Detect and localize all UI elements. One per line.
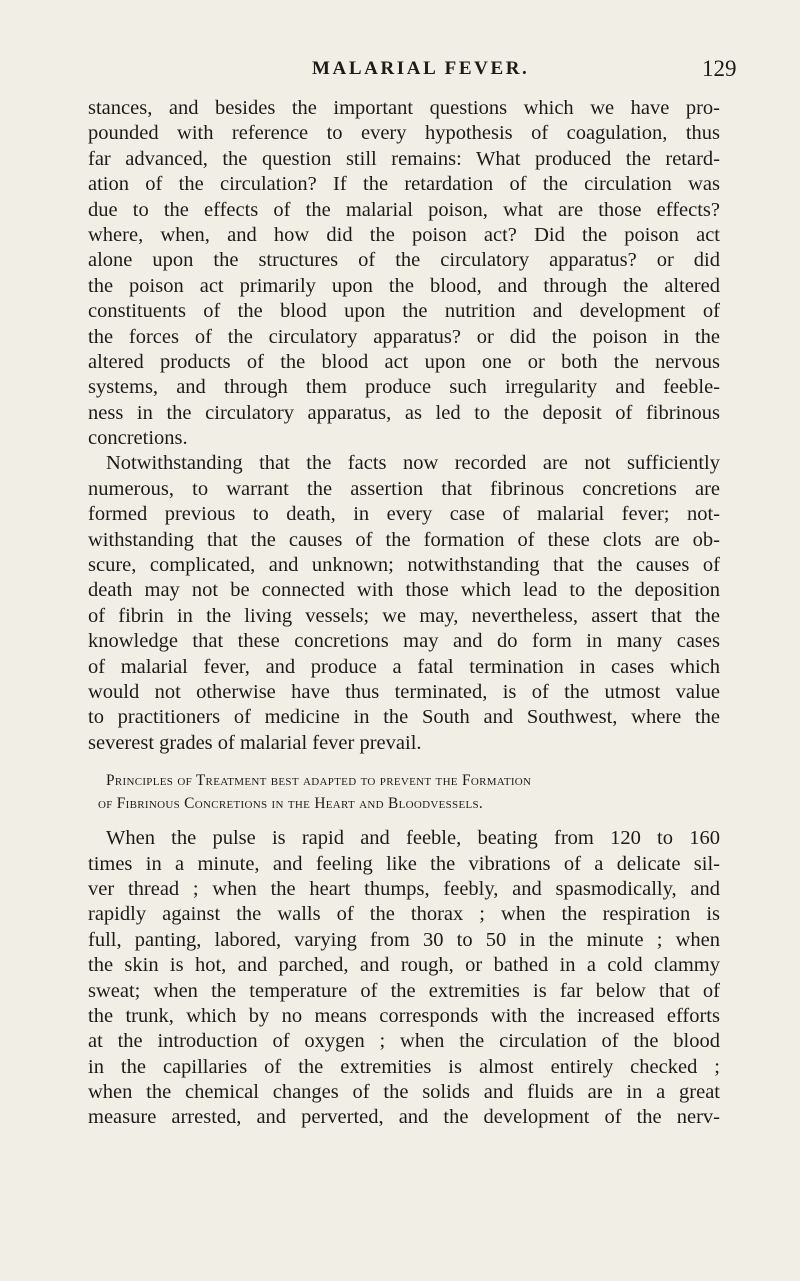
- text-line: would not otherwise have thus terminated, is of the utmost value: [88, 680, 720, 703]
- text-line: pounded with reference to every hypothesis of coagulation, thus: [88, 122, 720, 145]
- text-line: full, panting, labored, varying from 30 to 50 in the minute ; when: [88, 928, 720, 951]
- text-line: of malarial fever, and produce a fatal termination in cases which: [88, 655, 720, 678]
- text-line: When the pulse is rapid and feeble, beating from 120 to 160: [106, 827, 720, 850]
- text-line: withstanding that the causes of the formation of these clots are ob-: [88, 528, 720, 551]
- text-line: formed previous to death, in every case of malarial fever; not-: [88, 503, 720, 526]
- text-line: where, when, and how did the poison act? Did the poison act: [88, 223, 720, 246]
- text-line: knowledge that these concretions may and do form in many cases: [88, 630, 720, 653]
- text-line: alone upon the structures of the circulatory apparatus? or did: [88, 249, 720, 272]
- text-line: scure, complicated, and unknown; notwithstanding that the causes of: [88, 554, 720, 577]
- paragraph: [88, 451, 720, 756]
- text-line: of fibrin in the living vessels; we may, nevertheless, assert that the: [88, 604, 720, 627]
- text-line: rapidly against the walls of the thorax ; when the respiration is: [88, 903, 720, 926]
- body-text: [88, 96, 720, 1131]
- running-header: [0, 58, 800, 88]
- text-line: ness in the circulatory apparatus, as led to the deposit of fibrinous: [88, 401, 720, 424]
- text-line: measure arrested, and perverted, and the development of the nerv-: [88, 1106, 720, 1129]
- text-line: death may not be connected with those which lead to the deposition: [88, 579, 720, 602]
- paragraph: [88, 826, 720, 1131]
- text-line: due to the effects of the malarial poison, what are those effects?: [88, 198, 720, 221]
- text-line: ver thread ; when the heart thumps, feebly, and spasmodically, and: [88, 877, 720, 900]
- text-line: altered products of the blood act upon one or both the nervous: [88, 350, 720, 373]
- text-line: numerous, to warrant the assertion that fibrinous concretions are: [88, 477, 720, 500]
- running-title: MALARIAL FEVER.: [312, 58, 530, 79]
- section-heading-line: Principles of Treatment best adapted to prevent the Formation: [106, 772, 532, 790]
- text-line: Notwithstanding that the facts now recorded are not sufficiently: [106, 452, 720, 475]
- text-line: to practitioners of medicine in the South and Southwest, where the: [88, 706, 720, 729]
- text-line: in the capillaries of the extremities is almost entirely checked ;: [88, 1055, 720, 1078]
- text-line: severest grades of malarial fever prevail.: [88, 731, 422, 754]
- section-heading: [88, 769, 720, 815]
- text-line: the trunk, which by no means corresponds with the increased efforts: [88, 1004, 720, 1027]
- paragraph: [88, 96, 720, 451]
- text-line: systems, and through them produce such irregularity and feeble-: [88, 376, 720, 399]
- section-heading-line: of Fibrinous Concretions in the Heart and Bloodvessels.: [98, 795, 484, 813]
- text-line: concretions.: [88, 427, 188, 450]
- text-line: sweat; when the temperature of the extremities is far below that of: [88, 979, 720, 1002]
- text-line: far advanced, the question still remains: What produced the retard-: [88, 147, 720, 170]
- text-line: when the chemical changes of the solids and fluids are in a great: [88, 1081, 720, 1104]
- page-number: 129: [702, 56, 737, 81]
- text-line: constituents of the blood upon the nutrition and development of: [88, 300, 720, 323]
- text-line: the poison act primarily upon the blood, and through the altered: [88, 274, 720, 297]
- text-line: at the introduction of oxygen ; when the circulation of the blood: [88, 1030, 720, 1053]
- text-line: the forces of the circulatory apparatus? or did the poison in the: [88, 325, 720, 348]
- text-line: the skin is hot, and parched, and rough, or bathed in a cold clammy: [88, 954, 720, 977]
- text-line: stances, and besides the important questions which we have pro-: [88, 97, 720, 119]
- text-line: ation of the circulation? If the retardation of the circulation was: [88, 173, 720, 196]
- text-line: times in a minute, and feeling like the vibrations of a delicate sil-: [88, 852, 720, 875]
